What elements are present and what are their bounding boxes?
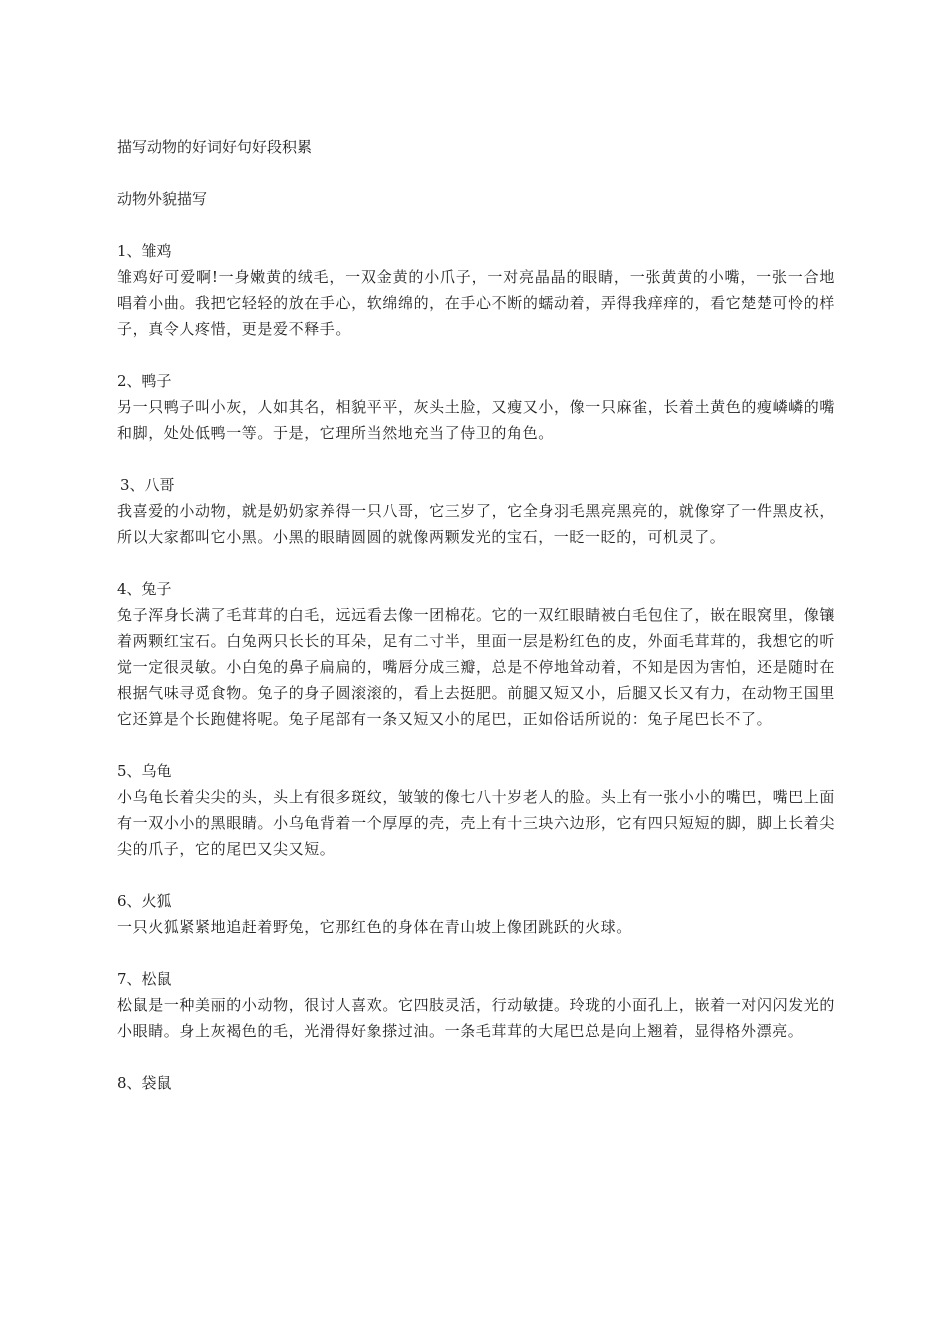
section-duck [117,368,835,446]
section-heading: 4、兔子 [117,580,172,598]
section-squirrel [117,966,835,1044]
document-title: 描写动物的好词好句好段积累 [117,138,313,156]
section-heading: 6、火狐 [117,892,172,910]
section-text: 兔子浑身长满了毛茸茸的白毛，远远看去像一团棉花。它的一双红眼睛被白毛包住了，嵌在眼窝里，像镶着两颗红宝石。白兔两只长长的耳朵，足有二寸半，里面一层是粉红色的皮，外面毛茸茸的，我想它的听觉一定很灵敏。小白兔的鼻子扁扁的，嘴唇分成三瓣，总是不停地耸动着，不知是因为害怕，还是随时在根据气味寻觅食物。兔子的身子圆滚滚的，看上去挺肥。前腿又短又小，后腿又长又有力，在动物王国里它还算是个长跑健将呢。兔子尾部有一条又短又小的尾巴，正如俗话所说的：兔子尾巴长不了。 [117,606,835,728]
document-body [117,134,835,1122]
section-heading: 8、袋鼠 [117,1074,172,1092]
section-turtle [117,758,835,862]
section-heading: 7、松鼠 [117,970,172,988]
section-fox [117,888,835,940]
document-subtitle: 动物外貌描写 [117,190,208,208]
section-heading: 3、八哥 [120,476,175,494]
section-heading: 1、雏鸡 [117,242,172,260]
section-text: 另一只鸭子叫小灰，人如其名，相貌平平，灰头土脸，又瘦又小，像一只麻雀，长着土黄色的瘦嶙嶙的嘴和脚，处处低鸭一等。于是，它理所当然地充当了侍卫的角色。 [117,398,835,442]
section-text: 松鼠是一种美丽的小动物，很讨人喜欢。它四肢灵活，行动敏捷。玲珑的小面孔上，嵌着一对闪闪发光的小眼睛。身上灰褐色的毛，光滑得好象搽过油。一条毛茸茸的大尾巴总是向上翘着，显得格外漂亮。 [117,996,835,1040]
section-kangaroo [117,1070,835,1096]
section-chick [117,238,835,342]
section-text: 一只火狐紧紧地追赶着野兔，它那红色的身体在青山坡上像团跳跃的火球。 [117,918,632,936]
section-rabbit [117,576,835,732]
section-heading: 2、鸭子 [117,372,172,390]
section-text: 雏鸡好可爱啊!一身嫩黄的绒毛，一双金黄的小爪子，一对亮晶晶的眼睛，一张黄黄的小嘴，一张一合地唱着小曲。我把它轻轻的放在手心，软绵绵的，在手心不断的蠕动着，弄得我痒痒的，看它楚楚可怜的样子，真令人疼惜，更是爱不释手。 [117,268,835,338]
section-text: 小乌龟长着尖尖的头，头上有很多斑纹，皱皱的像七八十岁老人的脸。头上有一张小小的嘴巴，嘴巴上面有一双小小的黑眼睛。小乌龟背着一个厚厚的壳，壳上有十三块六边形，它有四只短短的脚，脚上长着尖尖的爪子，它的尾巴又尖又短。 [117,788,835,858]
section-heading: 5、乌龟 [117,762,172,780]
section-text: 我喜爱的小动物，就是奶奶家养得一只八哥，它三岁了，它全身羽毛黑亮黑亮的，就像穿了一件黑皮袄，所以大家都叫它小黑。小黑的眼睛圆圆的就像两颗发光的宝石，一眨一眨的，可机灵了。 [117,502,835,546]
section-myna [117,472,835,550]
